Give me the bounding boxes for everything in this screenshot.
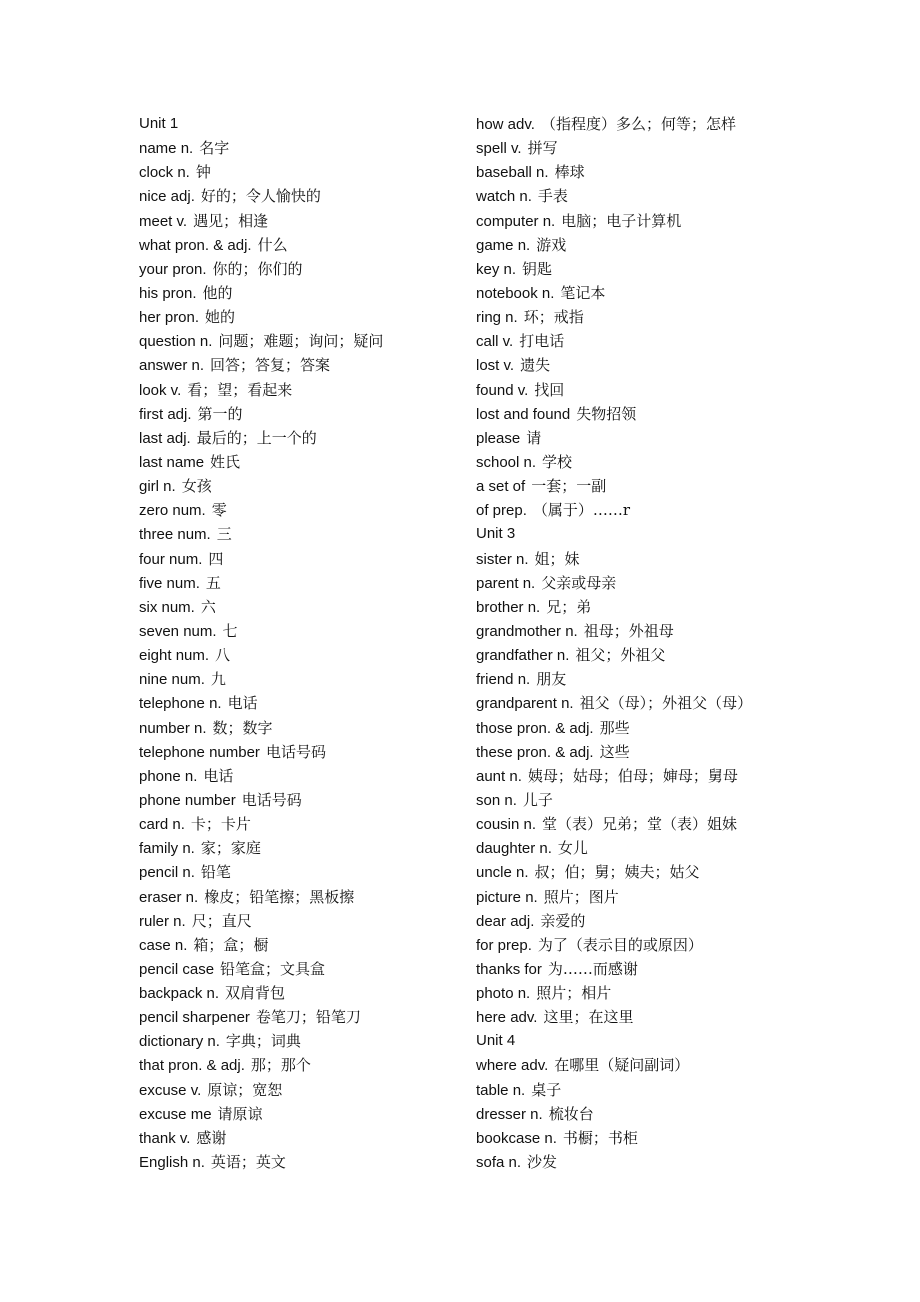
english-term: here adv. [476,1009,538,1027]
english-term: nine num. [139,671,205,689]
chinese-meaning: 堂（表）兄弟；堂（表）姐妹 [542,815,738,834]
vocab-entry [476,112,796,136]
english-term: family n. [139,840,195,858]
vocab-entry [139,547,459,571]
english-term: four num. [139,550,203,568]
vocab-entry [476,209,796,233]
vocab-entry [476,619,796,643]
unit-heading [139,112,459,136]
english-term: name n. [139,140,194,158]
english-term: eight num. [139,647,210,665]
vocab-entry [476,1126,796,1150]
english-term: found v. [476,381,529,399]
chinese-meaning: 环；戒指 [523,308,584,327]
english-term: five num. [139,574,200,592]
english-term: pencil n. [139,864,195,882]
english-term: dresser n. [476,1105,543,1123]
vocab-entry [139,643,459,667]
english-term: sofa n. [476,1154,522,1172]
vocab-entry [139,957,459,981]
chinese-meaning: 祖母；外祖母 [583,621,674,640]
chinese-meaning: 叔；伯；舅；姨夫；姑父 [534,863,700,882]
english-term: aunt n. [476,767,522,785]
english-term: a set of [476,478,526,496]
english-term: school n. [476,453,537,471]
vocab-entry [476,160,796,184]
chinese-meaning: 这些 [599,742,630,761]
vocab-entry [476,740,796,764]
chinese-meaning: 原谅；宽恕 [207,1080,283,1099]
chinese-meaning: 遗失 [520,356,551,375]
english-term: grandmother n. [476,622,578,640]
chinese-meaning: （指程度）多么；何等；怎样 [540,115,736,133]
chinese-meaning: 卡；卡片 [190,815,251,834]
chinese-meaning: 零 [211,501,227,520]
vocab-entry [476,378,796,402]
vocab-entry [476,860,796,884]
chinese-meaning: 四 [208,549,224,568]
chinese-meaning: 回答；答复；答案 [210,356,331,375]
vocab-entry [476,498,796,522]
english-term: girl n. [139,478,176,496]
chinese-meaning: 好的；令人愉快的 [200,187,321,206]
vocab-entry [476,474,796,498]
chinese-meaning: 那；那个 [250,1056,311,1075]
unit-title: Unit 3 [476,525,516,543]
vocab-entry [139,740,459,764]
english-term: brother n. [476,598,541,616]
vocab-entry [139,233,459,257]
chinese-meaning: 笔记本 [560,283,606,302]
vocab-entry [139,691,459,715]
chinese-meaning: 第一的 [197,404,243,423]
english-term: call v. [476,333,514,351]
chinese-meaning: 兄；弟 [546,597,592,616]
vocab-entry [476,136,796,160]
chinese-meaning: 姐；妹 [534,549,580,568]
english-term: thank v. [139,1129,191,1147]
chinese-meaning: 祖父；外祖父 [575,646,666,665]
chinese-meaning: 问题；难题；询问；疑问 [218,332,384,351]
vocab-entry [139,860,459,884]
english-term: lost v. [476,357,515,375]
chinese-meaning: 电脑；电子计算机 [561,211,682,230]
chinese-meaning: 姓氏 [210,452,241,471]
unit-title: Unit 1 [139,115,179,132]
vocab-entry [139,474,459,498]
english-term: seven num. [139,622,217,640]
chinese-meaning: 钟 [195,163,211,182]
vocab-entry [476,571,796,595]
english-term: baseball n. [476,164,549,182]
vocab-entry [139,933,459,957]
chinese-meaning: 六 [200,597,216,616]
vocab-entry [476,1005,796,1029]
english-term: meet v. [139,212,188,230]
english-term: zero num. [139,502,206,520]
english-term: where adv. [476,1057,549,1075]
chinese-meaning: 请原谅 [217,1104,263,1123]
chinese-meaning: 遇见；相逢 [193,211,269,230]
chinese-meaning: 箱；盒；橱 [193,935,269,954]
chinese-meaning: 电话 [227,694,258,713]
chinese-meaning: 书橱；书柜 [562,1128,638,1147]
chinese-meaning: 感谢 [196,1128,227,1147]
english-term: of prep. [476,502,527,520]
english-term: game n. [476,236,531,254]
english-term: photo n. [476,985,531,1003]
vocab-entry [139,281,459,305]
chinese-meaning: 失物招领 [576,404,637,423]
english-term: backpack n. [139,985,220,1003]
english-term: friend n. [476,671,531,689]
vocab-entry [476,329,796,353]
vocab-entry [139,836,459,860]
english-term: cousin n. [476,816,537,834]
vocab-entry [139,450,459,474]
vocab-entry [139,571,459,595]
chinese-meaning: 为……而感谢 [547,959,638,978]
vocab-entry [476,933,796,957]
english-term: case n. [139,936,188,954]
english-term: dictionary n. [139,1033,220,1051]
english-term: clock n. [139,164,190,182]
chinese-meaning: 什么 [257,235,288,254]
vocab-entry [476,450,796,474]
chinese-meaning: 尺；直尺 [191,911,252,930]
chinese-meaning: 三 [216,525,232,544]
vocab-entry [476,716,796,740]
vocab-entry [139,209,459,233]
english-term: phone n. [139,767,198,785]
english-term: bookcase n. [476,1129,557,1147]
vocab-entry [476,1053,796,1077]
chinese-meaning: 桌子 [531,1080,562,1099]
vocab-entry [139,329,459,353]
chinese-meaning: 八 [215,646,231,665]
chinese-meaning: 看；望；看起来 [187,380,293,399]
vocab-entry [139,257,459,281]
vocab-entry [476,305,796,329]
chinese-meaning: 儿子 [522,790,553,809]
vocab-entry [476,885,796,909]
chinese-meaning: 电话 [203,766,234,785]
chinese-meaning: 亲爱的 [540,911,586,930]
vocab-entry [139,885,459,909]
vocab-entry [139,764,459,788]
vocab-entry [476,981,796,1005]
vocab-entry [139,136,459,160]
english-term: look v. [139,381,182,399]
chinese-meaning: 铅笔 [200,863,231,882]
chinese-meaning: 他的 [202,283,233,302]
english-term: answer n. [139,357,205,375]
vocab-entry [139,1126,459,1150]
english-term: picture n. [476,888,538,906]
vocab-entry [139,402,459,426]
vocab-entry [139,378,459,402]
chinese-meaning: 英语；英文 [210,1153,286,1172]
vocab-entry [139,716,459,740]
english-term: excuse me [139,1105,212,1123]
english-term: pencil sharpener [139,1009,250,1027]
chinese-meaning: 女孩 [181,477,212,496]
vocab-entry [139,522,459,546]
chinese-meaning: 沙发 [527,1153,558,1172]
english-term: question n. [139,333,213,351]
vocab-entry [476,426,796,450]
english-term: notebook n. [476,284,555,302]
vocab-entry [476,281,796,305]
vocab-entry [476,957,796,981]
english-term: ring n. [476,309,518,327]
vocab-entry [139,1150,459,1174]
chinese-meaning: 五 [205,573,221,592]
chinese-meaning: 在哪里（疑问副词） [554,1056,690,1075]
vocab-entry [476,547,796,571]
vocab-entry [139,1005,459,1029]
english-term: pencil case [139,960,215,978]
english-term: uncle n. [476,864,529,882]
chinese-meaning: 数；数字 [212,718,273,737]
chinese-meaning: 九 [210,670,226,689]
english-term: six num. [139,598,195,616]
chinese-meaning: 橡皮；铅笔擦；黑板擦 [204,887,355,906]
chinese-meaning: 梳妆台 [548,1104,594,1123]
chinese-meaning: 姨母；姑母；伯母；婶母；舅母 [527,766,738,785]
vocab-entry [139,184,459,208]
chinese-meaning: 最后的；上一个的 [196,428,317,447]
chinese-meaning: 钥匙 [522,259,553,278]
vocab-entry [139,667,459,691]
chinese-meaning: 棒球 [554,163,585,182]
english-term: her pron. [139,309,200,327]
chinese-meaning: 双肩背包 [225,984,286,1003]
english-term: nice adj. [139,188,195,206]
unit-heading [476,1029,796,1053]
chinese-meaning: 为了（表示目的或原因） [537,935,703,954]
chinese-meaning: 家；家庭 [200,839,261,858]
vocab-entry [476,812,796,836]
english-term: number n. [139,719,207,737]
english-term: grandparent n. [476,695,574,713]
vocab-entry [139,788,459,812]
english-term: telephone n. [139,695,222,713]
english-term: son n. [476,791,517,809]
vocab-entry [476,909,796,933]
vocab-entry [476,184,796,208]
vocab-entry [139,1078,459,1102]
chinese-meaning: 女儿 [557,839,588,858]
vocab-entry [476,1078,796,1102]
chinese-meaning: 电话号码 [241,790,302,809]
english-term: card n. [139,816,185,834]
english-term: that pron. & adj. [139,1057,245,1075]
chinese-meaning: 七 [222,621,238,640]
chinese-meaning: 名字 [199,139,230,158]
english-term: spell v. [476,140,522,158]
vocab-entry [139,353,459,377]
english-term: grandfather n. [476,647,570,665]
vocabulary-column-right [476,112,796,1174]
chinese-meaning: 她的 [205,308,236,327]
english-term: your pron. [139,260,207,278]
vocab-entry [476,233,796,257]
vocab-entry [476,788,796,812]
english-term: thanks for [476,960,542,978]
vocab-entry [476,691,796,715]
chinese-meaning: （属于）……r [532,501,631,520]
english-term: watch n. [476,188,532,206]
vocab-entry [476,764,796,788]
vocab-entry [139,1053,459,1077]
english-term: those pron. & adj. [476,719,594,737]
vocab-entry [139,595,459,619]
chinese-meaning: 这里；在这里 [543,1008,634,1027]
vocab-entry [139,981,459,1005]
english-term: last adj. [139,429,191,447]
chinese-meaning: 照片；相片 [536,984,612,1003]
vocab-entry [139,426,459,450]
chinese-meaning: 父亲或母亲 [541,573,617,592]
vocab-entry [139,619,459,643]
chinese-meaning: 朋友 [536,670,567,689]
vocab-entry [139,160,459,184]
vocab-entry [476,643,796,667]
english-term: key n. [476,260,517,278]
chinese-meaning: 你的；你们的 [212,259,303,278]
chinese-meaning: 铅笔盒；文具盒 [220,959,326,978]
chinese-meaning: 游戏 [536,235,567,254]
vocab-entry [139,305,459,329]
english-term: daughter n. [476,840,552,858]
english-term: first adj. [139,405,192,423]
chinese-meaning: 拼写 [527,139,558,158]
unit-title: Unit 4 [476,1032,516,1050]
english-term: table n. [476,1081,526,1099]
vocab-entry [139,812,459,836]
english-term: what pron. & adj. [139,236,252,254]
chinese-meaning: 请 [526,428,542,447]
chinese-meaning: 手表 [537,187,568,206]
chinese-meaning: 祖父（母）；外祖父（母） [579,694,753,713]
chinese-meaning: 打电话 [519,332,565,351]
unit-heading [476,522,796,546]
chinese-meaning: 照片；图片 [543,887,619,906]
english-term: phone number [139,791,236,809]
english-term: his pron. [139,284,197,302]
english-term: sister n. [476,550,529,568]
english-term: parent n. [476,574,536,592]
vocabulary-column-left [139,112,459,1174]
english-term: three num. [139,526,211,544]
vocab-entry [476,257,796,281]
vocab-entry [139,909,459,933]
vocab-entry [476,667,796,691]
chinese-meaning: 字典；词典 [225,1032,301,1051]
chinese-meaning: 卷笔刀；铅笔刀 [255,1008,361,1027]
english-term: last name [139,453,205,471]
vocab-entry [476,595,796,619]
vocab-entry [139,498,459,522]
chinese-meaning: 电话号码 [265,742,326,761]
english-term: ruler n. [139,912,186,930]
vocab-entry [139,1029,459,1053]
english-term: eraser n. [139,888,199,906]
vocab-entry [476,402,796,426]
vocab-entry [476,1102,796,1126]
chinese-meaning: 学校 [542,452,573,471]
english-term: these pron. & adj. [476,743,594,761]
vocab-entry [476,1150,796,1174]
english-term: for prep. [476,936,532,954]
english-term: please [476,429,521,447]
english-term: excuse v. [139,1081,202,1099]
chinese-meaning: 那些 [599,718,630,737]
english-term: lost and found [476,405,571,423]
english-term: telephone number [139,743,260,761]
english-term: computer n. [476,212,556,230]
chinese-meaning: 一套；一副 [531,477,607,496]
vocab-entry [476,836,796,860]
chinese-meaning: 找回 [534,380,565,399]
vocab-entry [476,353,796,377]
vocab-entry [139,1102,459,1126]
english-term: dear adj. [476,912,535,930]
english-term: how adv. [476,116,535,133]
english-term: English n. [139,1154,205,1172]
